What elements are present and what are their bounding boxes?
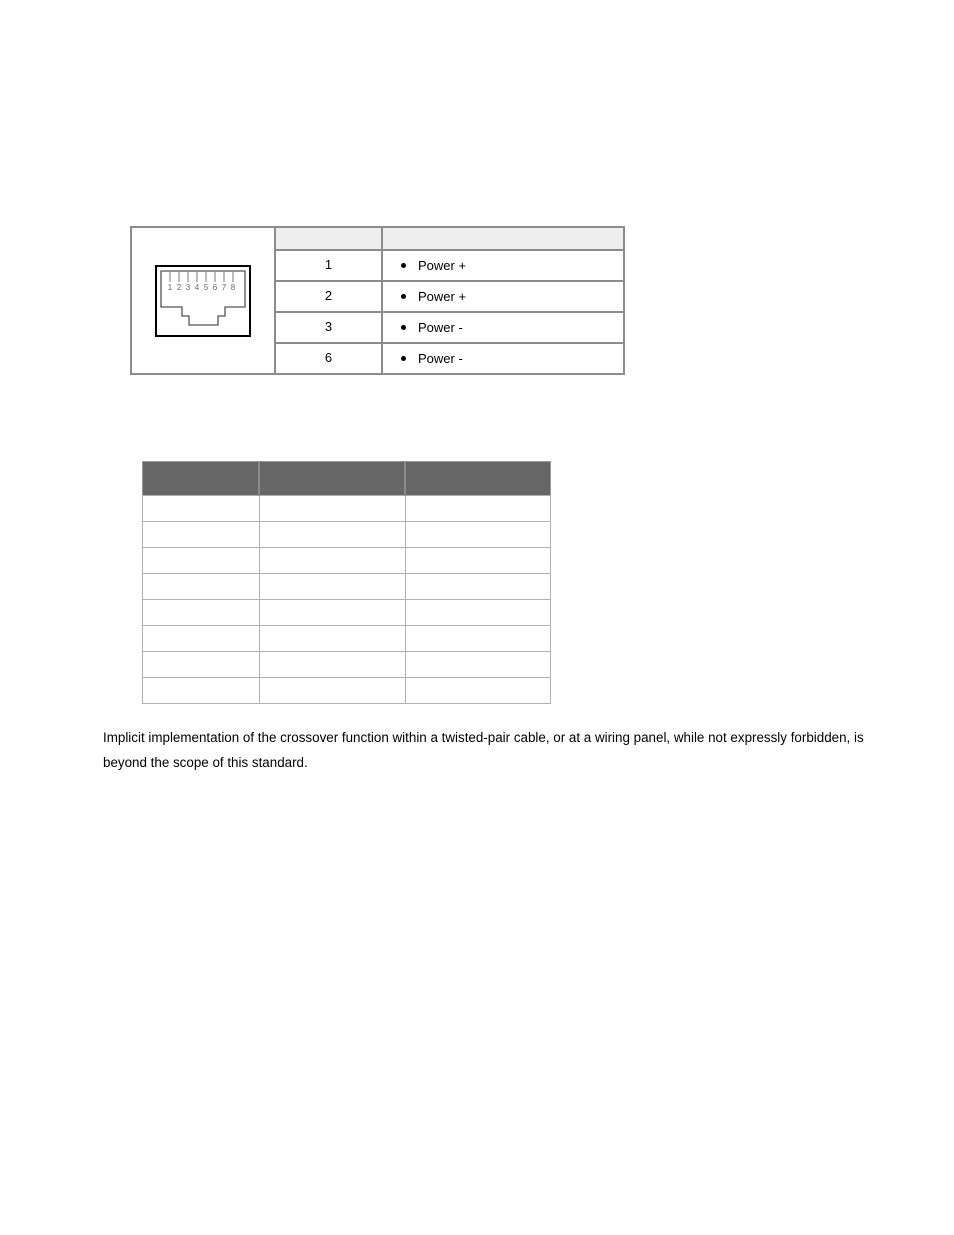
pin-number: 1 bbox=[275, 250, 382, 281]
jack-pin-label: 3 bbox=[185, 282, 191, 292]
bullet-icon bbox=[401, 263, 406, 268]
table-cell bbox=[259, 574, 405, 600]
table-cell bbox=[405, 548, 551, 574]
pin-assignment-text: Power + bbox=[418, 288, 467, 304]
crossover-header-cell bbox=[259, 462, 405, 496]
crossover-header-row bbox=[143, 462, 551, 496]
table-cell bbox=[405, 600, 551, 626]
jack-pin-label: 6 bbox=[212, 282, 218, 292]
bullet-icon bbox=[401, 356, 406, 361]
pin-assignment bbox=[382, 250, 624, 281]
assignment-column-header bbox=[382, 227, 624, 250]
table-cell bbox=[259, 522, 405, 548]
table-cell bbox=[259, 600, 405, 626]
table-row bbox=[143, 496, 551, 522]
table-cell bbox=[259, 678, 405, 704]
pin-assignment-text: Power - bbox=[418, 350, 463, 366]
table-cell bbox=[143, 548, 260, 574]
table-row bbox=[143, 626, 551, 652]
pin-assignment bbox=[382, 281, 624, 312]
pin-assignment-table bbox=[130, 226, 625, 375]
pin-assignment-text: Power - bbox=[418, 319, 463, 335]
table-cell bbox=[259, 652, 405, 678]
crossover-table bbox=[142, 461, 551, 704]
crossover-header-cell bbox=[405, 462, 551, 496]
table-cell bbox=[405, 652, 551, 678]
table-cell bbox=[405, 678, 551, 704]
table-cell bbox=[259, 626, 405, 652]
table-row bbox=[143, 678, 551, 704]
jack-pin-label: 4 bbox=[194, 282, 200, 292]
table-row bbox=[143, 574, 551, 600]
pin-assignment bbox=[382, 343, 624, 374]
rj45-jack-icon bbox=[155, 265, 251, 337]
table-cell bbox=[405, 522, 551, 548]
jack-pin-label: 8 bbox=[230, 282, 236, 292]
jack-pin-label: 1 bbox=[167, 282, 173, 292]
crossover-header-cell bbox=[143, 462, 260, 496]
table-cell bbox=[405, 496, 551, 522]
table-cell bbox=[259, 496, 405, 522]
table-cell bbox=[143, 574, 260, 600]
table-cell bbox=[143, 626, 260, 652]
table-cell bbox=[143, 678, 260, 704]
table-row bbox=[143, 600, 551, 626]
jack-pin-label: 2 bbox=[176, 282, 182, 292]
crossover-note-paragraph: Implicit implementation of the crossover function within a twisted-pair cable, or at a wiring panel, while not expressly forbidden, is beyond the scope of this standard. bbox=[103, 730, 864, 770]
pin-number: 6 bbox=[275, 343, 382, 374]
pin-assignment-text: Power + bbox=[418, 257, 467, 273]
table-cell bbox=[143, 496, 260, 522]
pin-column-header bbox=[275, 227, 382, 250]
table-cell bbox=[259, 548, 405, 574]
table-cell bbox=[143, 522, 260, 548]
pin-number: 3 bbox=[275, 312, 382, 343]
table-row bbox=[143, 652, 551, 678]
pin-assignment bbox=[382, 312, 624, 343]
table-row bbox=[143, 522, 551, 548]
rj45-jack-figure-cell bbox=[131, 227, 275, 374]
bullet-icon bbox=[401, 294, 406, 299]
table-cell bbox=[143, 652, 260, 678]
pin-number: 2 bbox=[275, 281, 382, 312]
bullet-icon bbox=[401, 325, 406, 330]
jack-pin-label: 5 bbox=[203, 282, 209, 292]
jack-pin-label: 7 bbox=[221, 282, 227, 292]
table-row bbox=[143, 548, 551, 574]
table-cell bbox=[405, 574, 551, 600]
table-cell bbox=[405, 626, 551, 652]
table-cell bbox=[143, 600, 260, 626]
